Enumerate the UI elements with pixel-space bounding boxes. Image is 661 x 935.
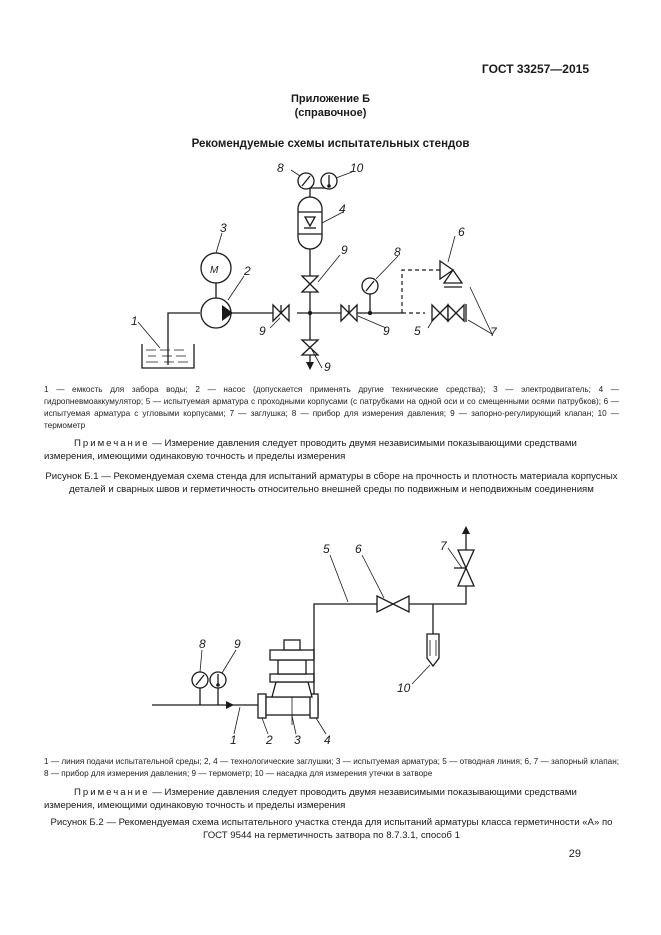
fig1-label-10: 10	[350, 161, 364, 175]
valve-9-lower	[302, 340, 318, 355]
fig2-label-9: 9	[234, 637, 241, 651]
angle-valve-6	[440, 261, 462, 287]
fig2-label-10: 10	[397, 681, 411, 695]
fig1-label-9-lower: 9	[324, 360, 331, 374]
valve-7-fig2	[454, 550, 474, 586]
fig1-label-7: 7	[490, 325, 497, 339]
fig2-label-7: 7	[440, 539, 447, 553]
valve-9-upper	[302, 276, 318, 292]
appendix-subtitle: (справочное)	[294, 107, 367, 119]
figure-1-legend: 1 — емкость для забора воды; 2 — насос (допускается применять другие технические средства); 3 — электродвигатель; 4 — гидропневмоаккумулятор; 5 — испытуемая арматура с проходными корпусами (с патрубками на одной оси и со смещенными осями патрубков); 6 — испытуемая арматура с угловыми корпусами; 7 — заглушка; 8 — прибор для измерения давления; 9 — запорно-регулирующий клапан; 10 — термометр	[44, 385, 619, 430]
pump	[201, 298, 233, 328]
valve-9-right	[341, 305, 357, 321]
fig1-label-2: 2	[244, 264, 251, 278]
figure-2-note-text: — Измерение давления следует проводить двумя независимыми показывающими средствами измерения, имеющими одинаковую точность и пределы измерения	[44, 787, 577, 811]
accumulator	[298, 188, 329, 249]
standard-header: ГОСТ 33257—2015	[481, 62, 589, 76]
fig1-label-5: 5	[414, 324, 421, 338]
figure-2-diagram	[152, 526, 474, 734]
fig2-label-4: 4	[324, 733, 331, 747]
fig1-label-8-top: 8	[277, 161, 284, 175]
figure-1-diagram	[138, 170, 492, 370]
figure-2-note-lead: Примечание	[74, 787, 150, 798]
leak-nozzle-10	[427, 634, 439, 666]
fig1-label-1: 1	[131, 314, 138, 328]
test-gate-valve-3	[258, 640, 318, 725]
pressure-gauge-8-top	[298, 173, 314, 189]
fig1-label-6: 6	[458, 225, 465, 239]
fig2-label-3: 3	[294, 733, 301, 747]
straight-valve-5	[432, 304, 466, 322]
fig1-label-8-right: 8	[394, 245, 401, 259]
water-tank	[142, 313, 200, 368]
figure-1-note-lead: Примечание	[74, 438, 150, 449]
fig1-label-3: 3	[220, 221, 227, 235]
fig1-label-9-upper: 9	[341, 243, 348, 257]
section-title: Рекомендуемые схемы испытательных стендов	[191, 138, 470, 150]
fig1-motor-symbol: M	[210, 265, 219, 276]
figure-1-note	[44, 437, 619, 463]
thermometer-10	[321, 173, 337, 189]
fig2-label-6: 6	[355, 542, 362, 556]
pressure-gauge-8-fig2	[192, 672, 208, 688]
supply-line	[152, 688, 258, 709]
fig2-label-5: 5	[323, 542, 330, 556]
pressure-gauge-8-right	[362, 278, 378, 294]
figure-1-caption: Рисунок Б.1 — Рекомендуемая схема стенда для испытаний арматуры в сборе на прочность и плотность материала корпусных деталей и сварных швов и герметичность относительно внешней среды по подвижным и неподвижным соединениям	[45, 471, 618, 495]
valve-9-left	[273, 305, 289, 321]
page-number: 29	[568, 848, 581, 860]
appendix-title: Приложение Б	[290, 93, 371, 105]
valve-6-fig2	[377, 596, 409, 612]
fig1-label-9-left: 9	[259, 324, 266, 338]
fig1-label-9-right: 9	[383, 324, 390, 338]
fig1-label-4: 4	[339, 202, 346, 216]
figure-2-legend: 1 — линия подачи испытательной среды; 2, 4 — технологические заглушки; 3 — испытуемая арматура; 5 — отводная линия; 6, 7 — запорный клапан; 8 — прибор для измерения давления; 9 — термометр; 10 — насадка для измерения утечки в затворе	[44, 757, 619, 778]
figure-2-caption: Рисунок Б.2 — Рекомендуемая схема испытательного участка стенда для испытаний арматуры класса герметичности «А» по ГОСТ 9544 на герметичность затвора по 8.7.3.1, способ 1	[50, 817, 613, 841]
thermometer-9-fig2	[210, 672, 226, 688]
fig2-label-8: 8	[199, 637, 206, 651]
figure-1-note-text: — Измерение давления следует проводить двумя независимыми показывающими средствами измерения, имеющими одинаковую точность и пределы измерения	[44, 438, 577, 462]
fig2-label-2: 2	[266, 733, 273, 747]
figure-2-note	[44, 786, 619, 812]
main-pipeline	[231, 249, 402, 370]
fig2-label-1: 1	[230, 733, 237, 747]
